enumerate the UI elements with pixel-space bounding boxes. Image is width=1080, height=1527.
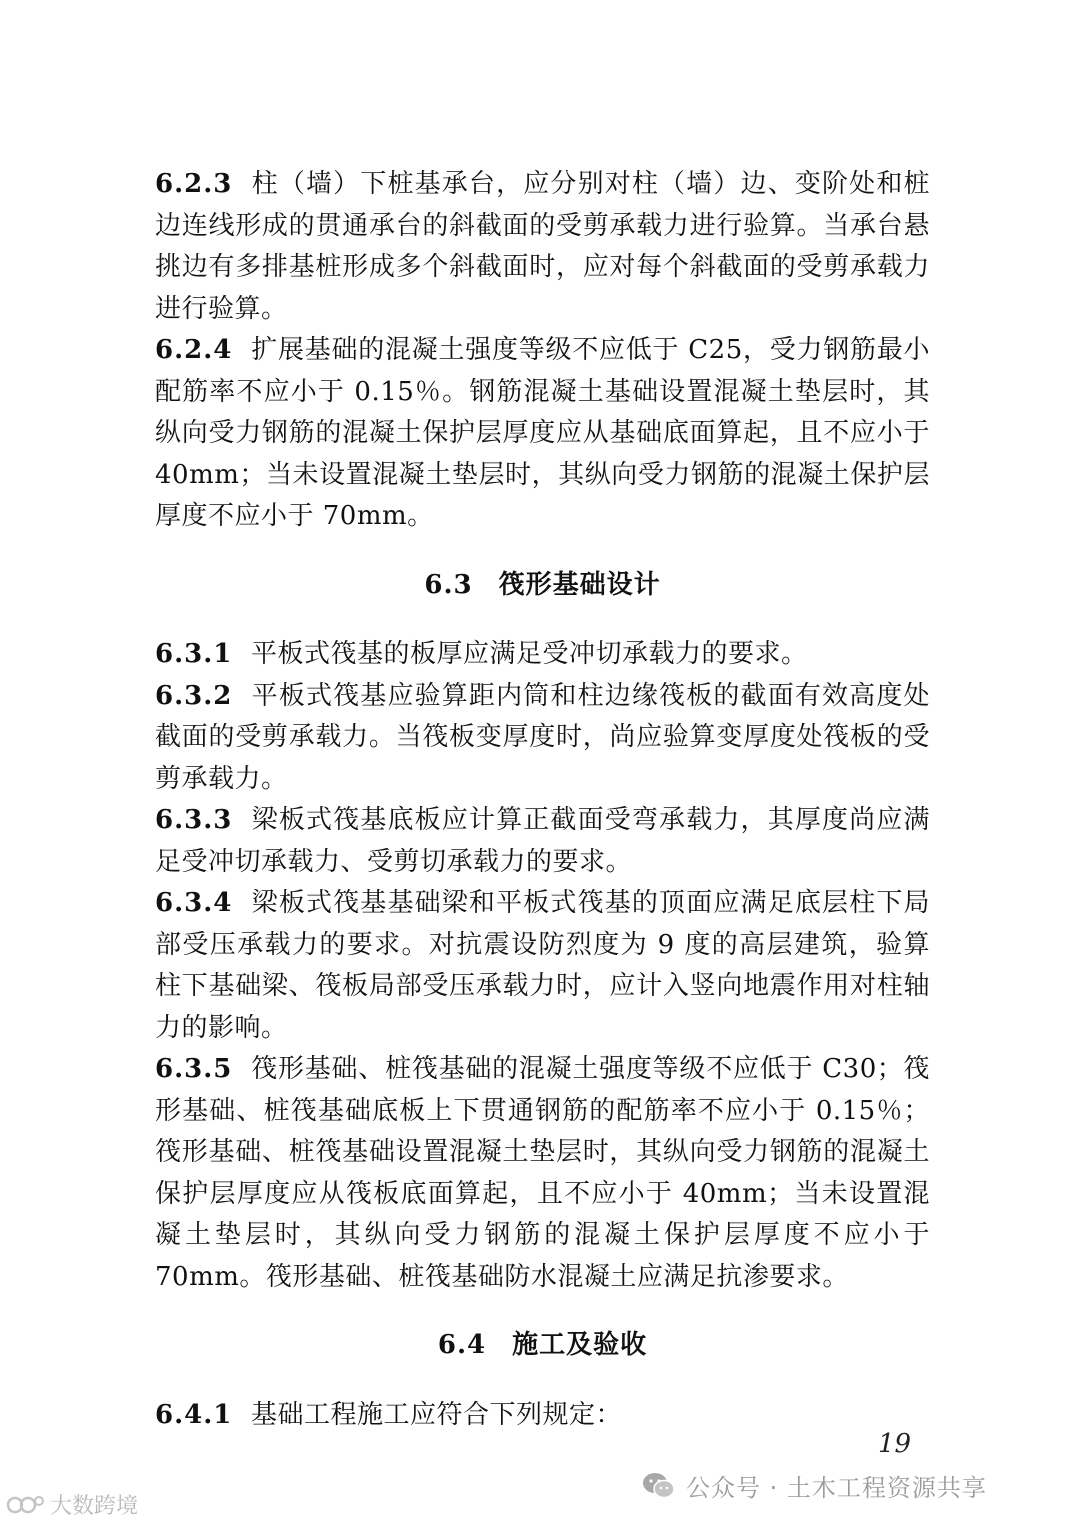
clause-6-3-5 (155, 1049, 930, 1298)
brand-watermark (6, 1489, 138, 1520)
page-number: 19 (878, 1429, 912, 1459)
section-title: 筏形基础设计 (498, 569, 661, 600)
clause-text: 柱（墙）下桩基承台，应分别对柱（墙）边、变阶处和桩边连线形成的贯通承台的斜截面的受剪承载力进行验算。当承台悬挑边有多排基桩形成多个斜截面时，应对每个斜截面的受剪承载力进行验算。 (155, 169, 930, 324)
page-content (155, 164, 930, 1436)
wechat-icon (642, 1471, 676, 1501)
logo-icon (6, 1492, 46, 1518)
clause-6-4-1 (155, 1395, 930, 1437)
section-number: 6.3 (424, 569, 473, 600)
wechat-watermark (642, 1468, 987, 1503)
clause-text: 基础工程施工应符合下列规定： (251, 1399, 623, 1430)
clause-number: 6.3.1 (155, 639, 233, 669)
clause-number: 6.3.2 (155, 680, 233, 711)
clause-number: 6.3.5 (155, 1054, 233, 1084)
clause-6-3-4 (155, 883, 930, 1049)
section-heading-6-4 (155, 1325, 930, 1367)
clause-text: 筏形基础、桩筏基础的混凝土强度等级不应低于 C30；筏形基础、桩筏基础底板上下贯通钢筋的配筋率不应小于 0.15％；筏形基础、桩筏基础设置混凝土垫层时，其纵向受力钢筋的混凝土保护层厚度应从筏板底面算起，且不应小于 40mm；当未设置混凝土垫层时，其纵向受力钢筋的混凝土保护层厚度不应小于 70mm。筏形基础、桩筏基础防水混凝土应满足抗渗要求。 (155, 1054, 930, 1292)
clause-6-3-1 (155, 634, 930, 676)
clause-number: 6.2.4 (155, 335, 233, 365)
section-heading-6-3 (155, 565, 930, 607)
clause-number: 6.3.4 (155, 888, 233, 918)
clause-text: 平板式筏基应验算距内筒和柱边缘筏板的截面有效高度处截面的受剪承载力。当筏板变厚度时，尚应验算变厚度处筏板的受剪承载力。 (155, 680, 930, 794)
clause-number: 6.3.3 (155, 805, 233, 835)
clause-text: 梁板式筏基底板应计算正截面受弯承载力，其厚度尚应满足受冲切承载力、受剪切承载力的要求。 (155, 805, 930, 877)
clause-6-3-3 (155, 800, 930, 883)
clause-text: 梁板式筏基基础梁和平板式筏基的顶面应满足底层柱下局部受压承载力的要求。对抗震设防烈度为 9 度的高层建筑，验算柱下基础梁、筏板局部受压承载力时，应计入竖向地震作用对柱轴力的影响。 (155, 888, 930, 1043)
clause-number: 6.2.3 (155, 169, 233, 199)
clause-6-2-4 (155, 330, 930, 538)
clause-text: 平板式筏基的板厚应满足受冲切承载力的要求。 (251, 639, 808, 669)
clause-number: 6.4.1 (155, 1399, 233, 1430)
clause-6-3-2 (155, 676, 930, 801)
section-number: 6.4 (437, 1330, 487, 1360)
clause-text: 扩展基础的混凝土强度等级不应低于 C25，受力钢筋最小配筋率不应小于 0.15％。钢筋混凝土基础设置混凝土垫层时，其纵向受力钢筋的混凝土保护层厚度应从基础底面算起，且不应小于 40mm；当未设置混凝土垫层时，其纵向受力钢筋的混凝土保护层厚度不应小于 70mm。 (155, 335, 930, 531)
clause-6-2-3 (155, 164, 930, 330)
section-title: 施工及验收 (512, 1330, 648, 1360)
watermark-text: 公众号 · 土木工程资源共享 (686, 1474, 987, 1502)
brand-watermark-text: 大数跨境 (50, 1494, 139, 1519)
